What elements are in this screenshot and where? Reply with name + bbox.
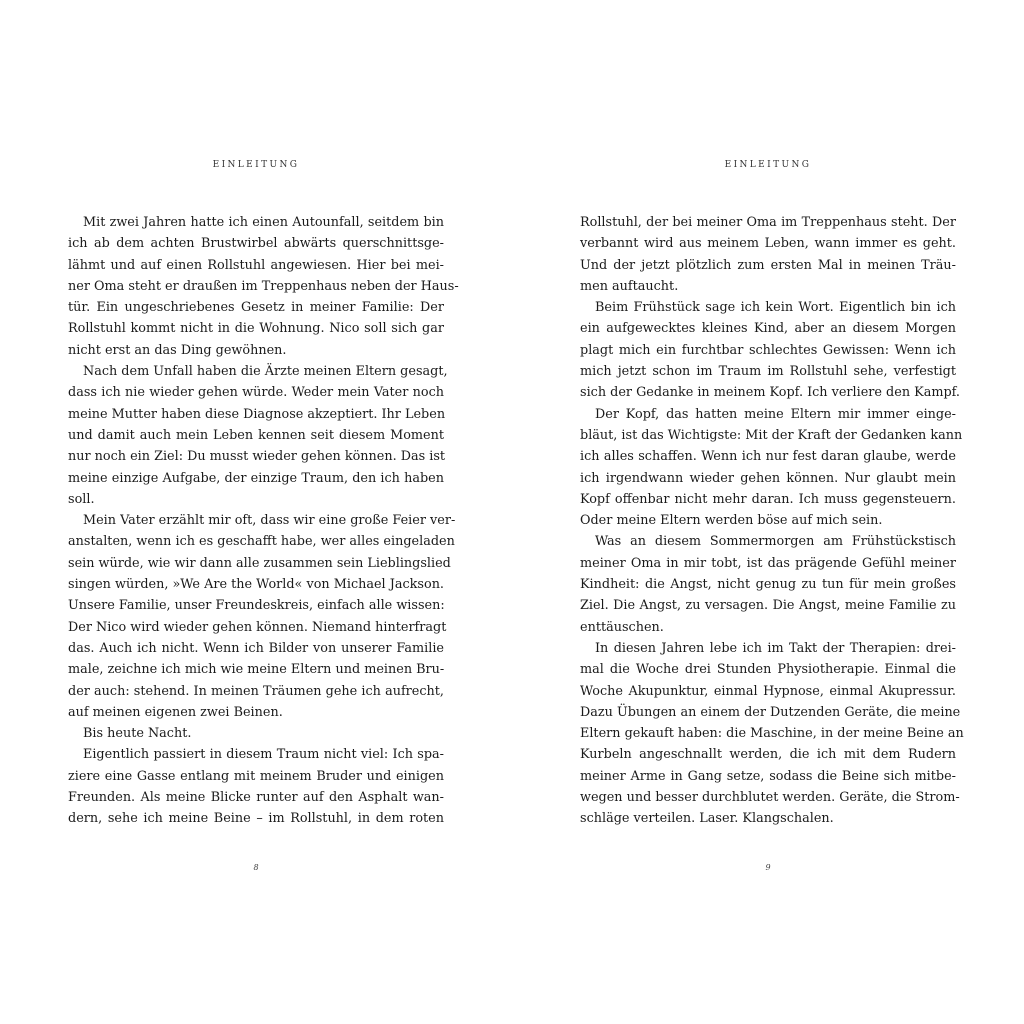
text-line: sich der Gedanke in meinem Kopf. Ich verliere den Kampf. <box>580 385 960 401</box>
text-line: ich alles schaffen. Wenn ich nur fest daran glaube, werde <box>580 449 956 465</box>
text-line: nicht erst an das Ding gewöhnen. <box>68 342 287 358</box>
text-line: Unsere Familie, unser Freundeskreis, einfach alle wissen: <box>68 598 445 614</box>
text-line: ner Oma steht er draußen im Treppenhaus neben der Haus- <box>68 278 459 294</box>
text-line: Freunden. Als meine Blicke runter auf den Asphalt wan- <box>68 790 444 806</box>
text-line: enttäuschen. <box>580 619 664 635</box>
text-line: dern, sehe ich meine Beine – im Rollstuhl, in dem roten <box>68 811 444 827</box>
text-line: ich ab dem achten Brustwirbel abwärts querschnittsge- <box>68 236 444 252</box>
text-line: mal die Woche drei Stunden Physiotherapie. Einmal die <box>580 662 956 678</box>
text-line: Bis heute Nacht. <box>83 726 192 742</box>
text-line: wegen und besser durchblutet werden. Geräte, die Strom- <box>580 790 960 806</box>
text-line: ich irgendwann wieder gehen können. Nur glaubt mein <box>580 470 956 486</box>
text-line: Nach dem Unfall haben die Ärzte meinen Eltern gesagt, <box>83 364 448 380</box>
text-line: tür. Ein ungeschriebenes Gesetz in meiner Familie: Der <box>68 300 444 316</box>
text-line: anstalten, wenn ich es geschafft habe, wer alles eingeladen <box>68 534 455 550</box>
text-line: Kindheit: die Angst, nicht genug zu tun für mein großes <box>580 577 956 593</box>
text-line: das. Auch ich nicht. Wenn ich Bilder von unserer Familie <box>68 640 444 656</box>
text-line: der auch: stehend. In meinen Träumen gehe ich aufrecht, <box>68 683 444 699</box>
text-line: singen würden, »We Are the World« von Michael Jackson. <box>68 577 444 593</box>
left-page <box>68 0 459 1024</box>
text-line: schläge verteilen. Laser. Klangschalen. <box>580 811 834 827</box>
text-line: Mein Vater erzählt mir oft, dass wir eine große Feier ver- <box>83 513 456 529</box>
right-page-body <box>580 212 964 830</box>
text-line: Beim Frühstück sage ich kein Wort. Eigentlich bin ich <box>595 300 956 316</box>
text-line: Und der jetzt plötzlich zum ersten Mal in meinen Träu- <box>580 257 956 273</box>
text-line: male, zeichne ich mich wie meine Eltern und meinen Bru- <box>68 662 445 678</box>
text-line: meiner Oma in mir tobt, ist das prägende Gefühl meiner <box>580 555 956 571</box>
text-line: meine Mutter haben diese Diagnose akzeptiert. Ihr Leben <box>68 406 446 422</box>
text-line: Woche Akupunktur, einmal Hypnose, einmal Akupressur. <box>580 683 956 699</box>
text-line: dass ich nie wieder gehen würde. Weder mein Vater noch <box>68 385 444 401</box>
running-head-left: EINLEITUNG <box>212 160 300 170</box>
page-number-left: 8 <box>253 863 259 872</box>
text-line: ein aufgewecktes kleines Kind, aber an diesem Morgen <box>580 321 956 337</box>
text-line: und damit auch mein Leben kennen seit diesem Moment <box>68 427 444 443</box>
text-line: auf meinen eigenen zwei Beinen. <box>68 704 283 720</box>
text-line: meiner Arme in Gang setze, sodass die Beine sich mitbe- <box>580 768 956 784</box>
text-line: Mit zwei Jahren hatte ich einen Autounfall, seitdem bin <box>83 215 444 230</box>
text-line: nur noch ein Ziel: Du musst wieder gehen können. Das ist <box>68 449 446 465</box>
text-line: Der Nico wird wieder gehen können. Niemand hinterfragt <box>68 619 447 635</box>
text-line: Oder meine Eltern werden böse auf mich sein. <box>580 513 883 529</box>
text-line: meine einzige Aufgabe, der einzige Traum, den ich haben <box>68 470 444 486</box>
text-line: sein würde, wie wir dann alle zusammen sein Lieblingslied <box>68 555 451 571</box>
text-line: lähmt und auf einen Rollstuhl angewiesen. Hier bei mei- <box>68 257 444 273</box>
text-line: Der Kopf, das hatten meine Eltern mir immer einge- <box>595 406 956 422</box>
text-line: Kurbeln angeschnallt werden, die ich mit dem Rudern <box>580 747 956 763</box>
text-line: Ziel. Die Angst, zu versagen. Die Angst, meine Familie zu <box>580 598 956 614</box>
page-number-right: 9 <box>765 863 771 872</box>
text-line: Eigentlich passiert in diesem Traum nicht viel: Ich spa- <box>83 747 444 763</box>
running-head-right: EINLEITUNG <box>724 160 812 170</box>
text-line: soll. <box>68 491 95 507</box>
text-line: bläut, ist das Wichtigste: Mit der Kraft der Gedanken kann <box>580 427 963 443</box>
text-line: Dazu Übungen an einem der Dutzenden Geräte, die meine <box>580 704 961 720</box>
text-line: Rollstuhl, der bei meiner Oma im Treppenhaus steht. Der <box>580 215 956 230</box>
text-line: mich jetzt schon im Traum im Rollstuhl sehe, verfestigt <box>580 364 956 380</box>
text-line: men auftaucht. <box>580 278 679 294</box>
text-line: In diesen Jahren lebe ich im Takt der Therapien: drei- <box>595 640 956 656</box>
text-line: verbannt wird aus meinem Leben, wann immer es geht. <box>580 236 956 252</box>
text-line: plagt mich ein furchtbar schlechtes Gewissen: Wenn ich <box>580 342 956 358</box>
left-page-body <box>68 212 459 830</box>
text-line: ziere eine Gasse entlang mit meinem Bruder und einigen <box>68 768 444 784</box>
right-page <box>580 0 964 1024</box>
text-line: Was an diesem Sommermorgen am Frühstückstisch <box>595 534 956 550</box>
text-line: Kopf offenbar nicht mehr daran. Ich muss gegensteuern. <box>580 491 956 507</box>
text-line: Rollstuhl kommt nicht in die Wohnung. Nico soll sich gar <box>68 321 444 337</box>
text-line: Eltern gekauft haben: die Maschine, in der meine Beine an <box>580 726 964 742</box>
